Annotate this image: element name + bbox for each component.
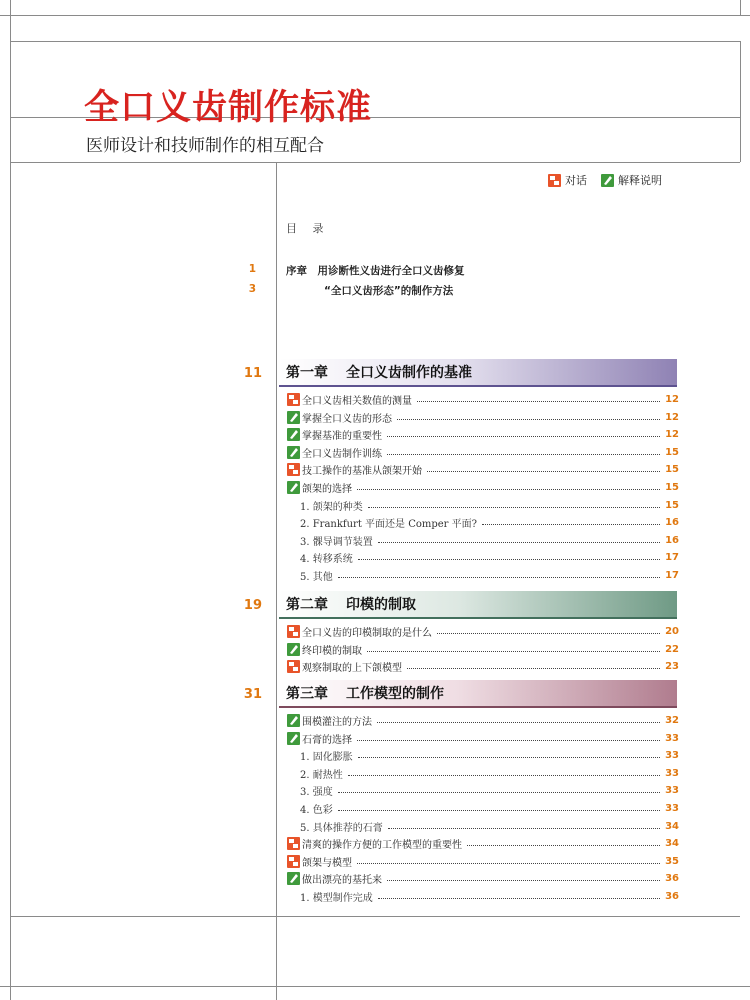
legend-dialog	[548, 172, 587, 188]
legend-explain-label: 解释说明	[618, 174, 662, 187]
frame-left-line	[10, 0, 11, 1000]
chapter-page-number: 11	[243, 366, 262, 381]
toc-entry-title: 终印模的制取	[302, 645, 362, 657]
toc-entry-page: 33	[665, 785, 679, 797]
dot-leader	[387, 436, 660, 437]
book-title: 全口义齿制作标准	[84, 87, 373, 128]
dialog-icon	[287, 660, 300, 673]
toc-entry-page: 16	[665, 517, 679, 529]
toc-entry-page: 32	[665, 715, 679, 726]
frame-right-line	[740, 0, 741, 15]
toc-entry-page: 22	[665, 643, 679, 655]
toc-entry-title: 1. 颌架的种类	[300, 501, 363, 513]
dot-leader	[358, 757, 660, 758]
dialog-icon	[287, 837, 300, 850]
legend-dialog-label: 对话	[565, 174, 587, 187]
explain-icon	[287, 732, 300, 745]
dialog-icon	[548, 174, 561, 187]
toc-entry-page: 34	[665, 838, 679, 850]
dot-leader	[417, 401, 660, 402]
dot-leader	[387, 880, 660, 881]
toc-entry-page: 36	[665, 873, 679, 885]
toc-entry-title: 颌架与模型	[302, 857, 352, 869]
toc-entry-title: 1. 模型制作完成	[300, 893, 373, 904]
explain-icon	[287, 872, 300, 885]
toc-entry[interactable]	[287, 870, 679, 887]
dot-leader	[357, 489, 660, 490]
dot-leader	[348, 775, 660, 776]
dot-leader	[427, 471, 660, 472]
chapter-heading	[279, 359, 677, 387]
toc-entry[interactable]	[287, 853, 679, 870]
explain-icon	[287, 643, 300, 656]
frame-right-line	[740, 41, 741, 162]
dot-leader	[482, 524, 660, 525]
frame-line	[10, 916, 740, 917]
dot-leader	[397, 419, 660, 420]
toc-entry[interactable]	[287, 658, 679, 675]
toc-entry-title: 4. 转移系统	[300, 554, 353, 566]
frame-line	[10, 162, 740, 163]
toc-entry-page: 15	[665, 446, 679, 458]
toc-entry-title: 掌握全口义齿的形态	[302, 413, 392, 425]
explain-icon	[287, 714, 300, 727]
toc-entry[interactable]	[287, 712, 679, 729]
dot-leader	[467, 845, 660, 846]
toc-entry[interactable]	[300, 888, 679, 905]
toc-entry[interactable]	[300, 567, 679, 584]
toc-entry[interactable]	[300, 747, 679, 764]
toc-entry-title: 围模灌注的方法	[302, 717, 372, 728]
toc-entry[interactable]	[287, 623, 679, 640]
toc-entry-title: 2. 耐热性	[300, 769, 343, 781]
toc-entry-page: 17	[665, 552, 679, 564]
dot-leader	[358, 559, 660, 560]
dialog-icon	[287, 855, 300, 868]
toc-entry-page: 15	[665, 499, 679, 511]
toc-entry-title: 清爽的操作方便的工作模型的重要性	[302, 840, 462, 852]
toc-entry-title: 全口义齿制作训练	[302, 448, 382, 460]
toc-entry-title: 石膏的选择	[302, 734, 352, 746]
explain-icon	[287, 446, 300, 459]
icon-legend	[548, 172, 662, 188]
toc-entry-page: 17	[665, 570, 679, 581]
toc-entry-page: 20	[665, 626, 679, 637]
chapter-label: 第一章	[286, 365, 328, 381]
explain-icon	[287, 481, 300, 494]
legend-explain	[601, 172, 662, 188]
toc-entry[interactable]	[287, 444, 679, 461]
toc-entry[interactable]	[287, 461, 679, 478]
dot-leader	[338, 792, 660, 793]
toc-entry-page: 33	[665, 803, 679, 814]
dot-leader	[357, 740, 660, 741]
dot-leader	[377, 722, 660, 723]
toc-entry-page: 33	[665, 767, 679, 779]
toc-entry-title: 5. 其他	[300, 572, 333, 583]
page-number: 3	[248, 283, 256, 295]
explain-icon	[287, 411, 300, 424]
toc-entry[interactable]	[287, 409, 679, 426]
toc-entry[interactable]	[300, 782, 679, 799]
toc-entry-page: 33	[665, 750, 679, 762]
frame-line	[10, 41, 740, 42]
dot-leader	[367, 651, 660, 652]
chapter-title: 全口义齿制作的基准	[346, 365, 472, 381]
toc-entry-title: 3. 强度	[300, 787, 333, 799]
toc-entry[interactable]	[300, 497, 679, 514]
book-subtitle: 医师设计和技师制作的相互配合	[86, 136, 324, 156]
toc-entry-title: 2. Frankfurt 平面还是 Comper 平面?	[300, 519, 477, 531]
preface-text: “全口义齿形态”的制作方法	[324, 285, 454, 297]
toc-entry-page: 23	[665, 661, 679, 673]
chapter-title: 工作模型的制作	[346, 686, 444, 702]
toc-entry[interactable]	[300, 549, 679, 566]
toc-entry-title: 全口义齿的印模制取的是什么	[302, 628, 432, 639]
chapter-title: 印模的制取	[346, 597, 416, 613]
toc-entry[interactable]	[300, 532, 679, 549]
dot-leader	[387, 454, 660, 455]
toc-heading: 目 录	[286, 222, 330, 235]
preface-line	[248, 283, 454, 298]
toc-entry-page: 15	[665, 464, 679, 476]
chapter-page-number: 31	[243, 687, 262, 702]
dot-leader	[338, 577, 660, 578]
toc-entry[interactable]	[300, 800, 679, 817]
explain-icon	[287, 428, 300, 441]
chapter-label: 第二章	[286, 597, 328, 613]
preface-line	[248, 263, 465, 278]
toc-entry[interactable]	[287, 835, 679, 852]
dot-leader	[368, 507, 660, 508]
toc-entry[interactable]	[287, 730, 679, 747]
toc-entry-title: 全口义齿相关数值的测量	[302, 396, 412, 407]
page-number: 1	[248, 263, 256, 275]
toc-entry[interactable]	[300, 765, 679, 782]
toc-entry-page: 12	[665, 411, 679, 423]
dialog-icon	[287, 625, 300, 638]
frame-top-line	[0, 15, 750, 16]
preface-text: 序章 用诊断性义齿进行全口义齿修复	[286, 265, 465, 277]
toc-entry-title: 1. 固化膨胀	[300, 752, 353, 764]
toc-entry[interactable]	[287, 391, 679, 408]
chapter-label: 第三章	[286, 686, 328, 702]
toc-entry-title: 观察制取的上下颌模型	[302, 663, 402, 675]
toc-entry-page: 12	[665, 429, 679, 441]
dot-leader	[357, 863, 660, 864]
dot-leader	[378, 898, 660, 899]
frame-bottom-line	[0, 986, 750, 987]
chapter-page-number: 19	[243, 598, 262, 613]
toc-entry-page: 34	[665, 820, 679, 832]
dot-leader	[388, 828, 660, 829]
toc-entry[interactable]	[287, 426, 679, 443]
toc-entry[interactable]	[300, 514, 679, 531]
toc-entry-page: 16	[665, 534, 679, 546]
column-divider-line	[276, 162, 277, 1000]
toc-entry[interactable]	[300, 818, 679, 835]
chapter-heading	[279, 680, 677, 708]
toc-entry[interactable]	[287, 479, 679, 496]
chapter-heading	[279, 591, 677, 619]
dialog-icon	[287, 393, 300, 406]
toc-entry-page: 12	[665, 394, 679, 405]
toc-entry-title: 颌架的选择	[302, 484, 352, 495]
explain-icon	[601, 174, 614, 187]
dot-leader	[338, 810, 660, 811]
toc-entry[interactable]	[287, 641, 679, 658]
toc-entry-title: 技工操作的基准从颌架开始	[302, 466, 422, 478]
toc-entry-title: 3. 髁导调节装置	[300, 536, 373, 548]
dialog-icon	[287, 463, 300, 476]
toc-entry-title: 掌握基准的重要性	[302, 431, 382, 443]
toc-entry-title: 5. 具体推荐的石膏	[300, 822, 383, 834]
dot-leader	[378, 542, 660, 543]
dot-leader	[437, 633, 660, 634]
toc-entry-page: 33	[665, 732, 679, 744]
dot-leader	[407, 668, 660, 669]
toc-entry-title: 做出漂亮的基托来	[302, 875, 382, 887]
toc-entry-title: 4. 色彩	[300, 805, 333, 816]
toc-entry-page: 36	[665, 891, 679, 902]
toc-entry-page: 35	[665, 855, 679, 867]
toc-entry-page: 15	[665, 482, 679, 493]
